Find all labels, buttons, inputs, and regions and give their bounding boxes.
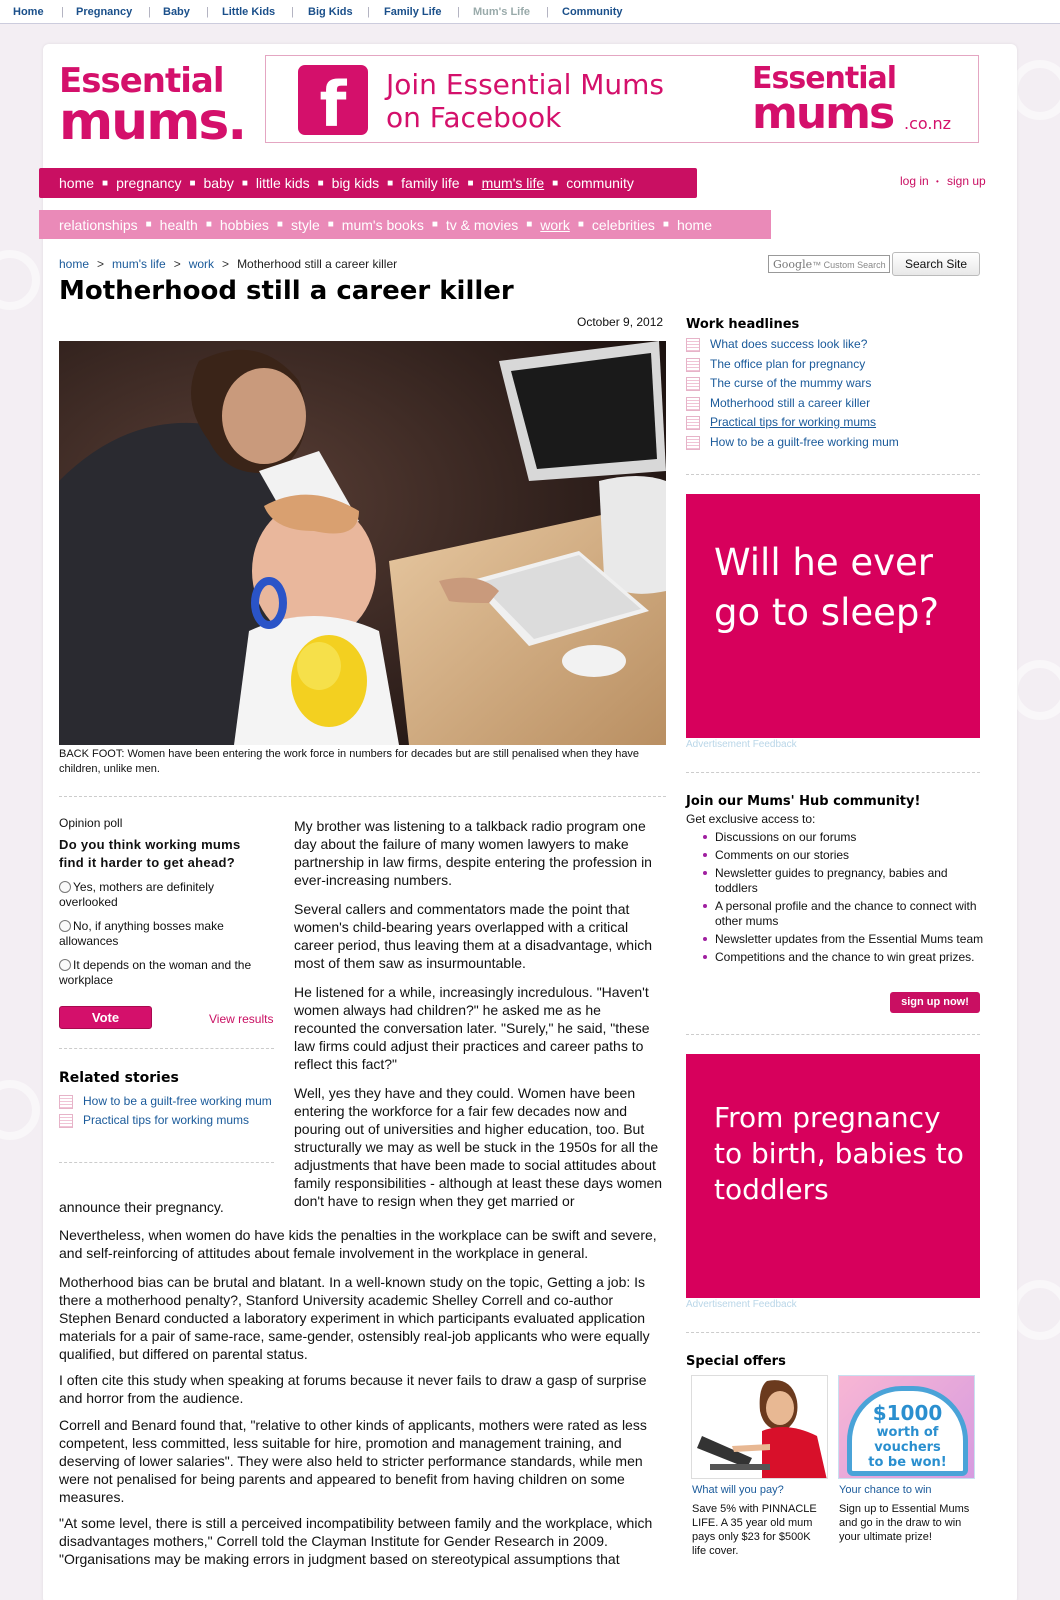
subnav-mums-books[interactable]: mum's books [341, 216, 424, 233]
banner-logo-line1: Essential [752, 61, 897, 96]
background-watermark [0, 250, 40, 310]
poll-label: Opinion poll [59, 816, 123, 830]
nav-dot: ■ [102, 177, 109, 189]
nav-dot: ■ [431, 219, 438, 230]
article-photo [59, 341, 666, 745]
mainnav-pregnancy[interactable]: pregnancy [116, 175, 182, 191]
background-watermark [1010, 660, 1060, 720]
list-item: Discussions on our forums [703, 830, 993, 845]
article-paragraph: announce their pregnancy. [59, 1199, 224, 1215]
poll-option-label: It depends on the woman and the workplace [59, 958, 252, 987]
article-paragraph: Nevertheless, when women do have kids the penalties in the workplace can be swift and severe, and self-reinforcing of attitudes about female involvement in the workplace in general. [59, 1227, 657, 1261]
offer-image-pinnacle[interactable] [691, 1375, 828, 1479]
document-icon [59, 1114, 73, 1128]
top-navigation [0, 0, 1060, 24]
voucher-text: vouchers [874, 1440, 941, 1455]
breadcrumb-current: Motherhood still a career killer [237, 257, 398, 271]
document-icon [686, 377, 700, 391]
nav-dot: ■ [317, 177, 324, 189]
article-photo-illustration [59, 341, 666, 745]
poll-option-label: Yes, mothers are definitely overlooked [59, 880, 214, 909]
breadcrumb-separator: > [97, 257, 105, 271]
headline-link[interactable]: How to be a guilt-free working mum [710, 434, 899, 449]
sub-navigation [39, 210, 771, 239]
mainnav-community[interactable]: community [566, 175, 634, 191]
poll-option[interactable] [59, 958, 274, 988]
hub-benefits-list [703, 830, 993, 968]
divider [59, 796, 666, 797]
banner-logo-line2: mums [752, 88, 894, 139]
topnav-separator: | [367, 6, 370, 18]
facebook-banner-line2: on Facebook [386, 101, 562, 134]
voucher-amount: $1000 [872, 1401, 943, 1425]
article-title: Motherhood still a career killer [59, 276, 514, 306]
voucher-text: to be won! [868, 1455, 947, 1470]
article-date: October 9, 2012 [577, 315, 664, 329]
document-icon [59, 1095, 73, 1109]
topnav-pregnancy[interactable]: Pregnancy [76, 6, 133, 18]
divider [686, 772, 980, 773]
subnav-hobbies[interactable]: hobbies [219, 216, 269, 233]
nav-dot: ■ [145, 219, 152, 230]
subnav-work[interactable]: work [540, 216, 570, 233]
ad-feedback-link[interactable]: Advertisement Feedback [686, 1299, 797, 1310]
hub-title: Join our Mums' Hub community! [686, 794, 921, 809]
nav-dot: ■ [205, 219, 212, 230]
ad-headline: Will he ever go to sleep? [714, 541, 939, 634]
article-body-column [294, 817, 666, 1221]
topnav-family-life[interactable]: Family Life [384, 6, 442, 18]
list-item: A personal profile and the chance to connect with other mums [703, 899, 993, 929]
poll-option[interactable] [59, 919, 274, 949]
subnav-relationships[interactable]: relationships [59, 216, 138, 233]
nav-dot: ■ [526, 219, 533, 230]
radio-button[interactable] [59, 881, 71, 893]
nav-dot: ■ [387, 177, 394, 189]
document-icon [686, 436, 700, 450]
divider [686, 1332, 980, 1333]
logo-line2: mums. [59, 92, 246, 152]
banner-logo [752, 61, 967, 139]
facebook-icon: f [298, 65, 368, 135]
advertisement-sleep[interactable] [686, 494, 980, 738]
google-logo: Google [773, 258, 813, 271]
subnav-style[interactable]: style [290, 216, 320, 233]
auth-separator: • [936, 177, 939, 186]
list-item [686, 376, 986, 391]
mainnav-baby[interactable]: baby [203, 175, 234, 191]
work-headlines-title: Work headlines [686, 317, 800, 332]
mainnav-home[interactable]: home [59, 175, 95, 191]
special-offers-title: Special offers [686, 1354, 786, 1369]
list-item [59, 1094, 273, 1109]
signup-link[interactable]: sign up [947, 174, 986, 188]
offer-image-illustration [692, 1376, 828, 1479]
related-stories-list [59, 1094, 273, 1132]
headline-link[interactable]: Practical tips for working mums [710, 415, 877, 429]
background-watermark [1010, 60, 1060, 120]
topnav-separator: | [148, 6, 151, 18]
work-headlines-list [686, 337, 986, 454]
divider [59, 1162, 274, 1163]
mainnav-little-kids[interactable]: little kids [255, 175, 310, 191]
background-watermark [0, 1080, 40, 1140]
document-icon [686, 416, 700, 430]
nav-dot: ■ [276, 219, 283, 230]
list-item [686, 357, 986, 372]
list-item [686, 415, 986, 430]
facebook-banner[interactable] [265, 55, 979, 143]
list-item [686, 337, 986, 352]
related-story-link[interactable]: Practical tips for working mums [83, 1113, 250, 1127]
background-watermark [1010, 1280, 1060, 1340]
article-paragraph: He listened for a while, increasingly incredulous. "Haven't women always had children?" he asked me as he recounted the conversation later. "Surely," he said, "these law firms could adjust their practices and career paths to reflect this fact?" [294, 984, 650, 1072]
banner-logo-suffix: .co.nz [904, 114, 952, 133]
breadcrumb-separator: > [222, 257, 230, 271]
list-item [686, 396, 986, 411]
nav-dot: ■ [662, 219, 669, 230]
voucher-badge [847, 1386, 968, 1476]
article-paragraph: Correll and Benard found that, "relative to other kinds of applicants, mothers were rated as less competent, less committed, less suitable for hire, promotion and management training, and deserving of lower salaries". They were also held to stricter performance standards, while men were not penalised for being parents and appeared to benefit from having children on some measures. [59, 1417, 647, 1505]
topnav-separator: | [206, 6, 209, 18]
divider [59, 1048, 274, 1049]
article-paragraph: Motherhood bias can be brutal and blatant. In a well-known study on the topic, Getting a job: Is there a motherhood penalty?, Stanford University academic Shelley Correll and co-author Stephen Benard conducted a laboratory experiment in which participants evaluated application materials for a pair of same-race, same-gender, ostensibly real-job applicants who were equally qualified, but differed on parental status. [59, 1274, 650, 1362]
subnav-tv-movies[interactable]: tv & movies [445, 216, 519, 233]
mainnav-mums-life[interactable]: mum's life [481, 175, 545, 191]
divider [686, 1034, 980, 1035]
login-link[interactable]: log in [900, 174, 929, 188]
view-results-link[interactable]: View results [209, 1012, 274, 1026]
poll-option[interactable] [59, 880, 274, 910]
offer-description: Sign up to Essential Mums and go in the draw to win your ultimate prize! [839, 1503, 970, 1543]
headline-link[interactable]: The office plan for pregnancy [710, 356, 866, 371]
related-stories-title: Related stories [59, 1070, 179, 1086]
breadcrumb-home[interactable]: home [59, 257, 90, 271]
nav-dot: ■ [552, 177, 559, 189]
ad-headline: From pregnancy to birth, babies to toddlers [714, 1101, 964, 1206]
document-icon [686, 397, 700, 411]
hub-subtitle: Get exclusive access to: [686, 812, 816, 826]
mainnav-big-kids[interactable]: big kids [331, 175, 380, 191]
topnav-community[interactable]: Community [562, 6, 623, 18]
offer-heading-link[interactable]: Your chance to win [839, 1484, 932, 1496]
nav-dot: ■ [327, 219, 334, 230]
breadcrumb-work[interactable]: work [188, 257, 215, 271]
offer-description: Save 5% with PINNACLE LIFE. A 35 year old mum pays only $23 for $500K life cover. [692, 1503, 817, 1557]
offer-heading-link[interactable]: What will you pay? [692, 1484, 784, 1496]
list-item: Newsletter guides to pregnancy, babies and toddlers [703, 866, 993, 896]
mainnav-family-life[interactable]: family life [401, 175, 460, 191]
topnav-separator: | [61, 6, 64, 18]
headline-link[interactable]: What does success look like? [710, 337, 868, 351]
subnav-celebrities[interactable]: celebrities [591, 216, 655, 233]
site-logo[interactable] [59, 61, 249, 152]
nav-dot: ■ [467, 177, 474, 189]
article-paragraph: "At some level, there is still a perceived incompatibility between family and the workplace, which disadvantages mothers," Correll told the Clayman Institute for Gender Research in 2009. "Organisations may be making errors in judgment based on stereotypical assumptions that [59, 1515, 653, 1567]
facebook-banner-text [386, 68, 664, 134]
facebook-banner-line1: Join Essential Mums [386, 68, 665, 101]
topnav-big-kids[interactable]: Big Kids [308, 6, 353, 18]
subnav-home[interactable]: home [676, 216, 712, 233]
vote-button[interactable]: Vote [59, 1006, 152, 1029]
logo-line1: Essential [59, 61, 224, 101]
headline-link[interactable]: The curse of the mummy wars [710, 376, 872, 390]
nav-dot: ■ [189, 177, 196, 189]
sign-up-now-button[interactable]: sign up now! [890, 992, 980, 1013]
topnav-home[interactable]: Home [13, 6, 44, 18]
topnav-baby[interactable]: Baby [163, 6, 190, 18]
radio-button[interactable] [59, 959, 71, 971]
document-icon [686, 358, 700, 372]
list-item: Newsletter updates from the Essential Mums team [703, 932, 993, 947]
topnav-separator: | [291, 6, 294, 18]
article-paragraph: My brother was listening to a talkback radio program one day about the failure of many women lawyers to make partnership in law firms, despite entering the profession in ever-increasing numbers. [294, 818, 652, 888]
radio-button[interactable] [59, 920, 71, 932]
nav-dot: ■ [577, 219, 584, 230]
breadcrumb [59, 257, 397, 271]
breadcrumb-separator: > [173, 257, 181, 271]
topnav-little-kids[interactable]: Little Kids [222, 6, 276, 18]
headline-link[interactable]: Motherhood still a career killer [710, 395, 871, 410]
advertisement-pregnancy[interactable] [686, 1054, 980, 1298]
document-icon [686, 338, 700, 352]
voucher-text: worth of [876, 1425, 939, 1440]
list-item: Competitions and the chance to win great prizes. [703, 950, 993, 965]
article-paragraph: Well, yes they have and they could. Women have been entering the workforce for a fair few decades now and pouring out of universities and higher education, too. But structurally we may as well be stuck in the 1950s for all the adjustments that have been made to social attitudes about family responsibilities - although at least these days women don't have to resign when they get married or [294, 1085, 663, 1209]
topnav-separator: | [546, 6, 549, 18]
nav-dot: ■ [241, 177, 248, 189]
related-story-link[interactable]: How to be a guilt-free working mum [83, 1094, 272, 1108]
main-navigation [39, 168, 697, 198]
poll-question: Do you think working mums find it harder to get ahead? [59, 837, 241, 870]
topnav-separator: | [457, 6, 460, 18]
offer-image-vouchers[interactable] [838, 1375, 975, 1479]
list-item [59, 1113, 273, 1128]
ad-feedback-link[interactable]: Advertisement Feedback [686, 739, 797, 750]
subnav-health[interactable]: health [159, 216, 198, 233]
breadcrumb-mums-life[interactable]: mum's life [112, 257, 166, 271]
search-button[interactable]: Search Site [892, 252, 980, 276]
search-placeholder: ™ Custom Search [812, 260, 886, 270]
article-paragraph: Several callers and commentators made the point that women's child-bearing years overlapped with a critical career period, thus leaving them at a disadvantage, which most of them saw as insurmountable. [294, 901, 652, 971]
divider [686, 474, 980, 475]
page-container [43, 44, 1017, 1600]
search-input[interactable] [768, 255, 890, 273]
photo-caption: BACK FOOT: Women have been entering the work force in numbers for decades but are still penalised when they have children, unlike men. [59, 748, 640, 775]
topnav-mums-life[interactable]: Mum's Life [473, 6, 531, 18]
article-paragraph: I often cite this study when speaking at forums because it never fails to draw a gasp of surprise and horror from the audience. [59, 1372, 647, 1406]
list-item [686, 435, 986, 450]
list-item: Comments on our stories [703, 848, 993, 863]
poll-option-label: No, if anything bosses make allowances [59, 919, 224, 948]
